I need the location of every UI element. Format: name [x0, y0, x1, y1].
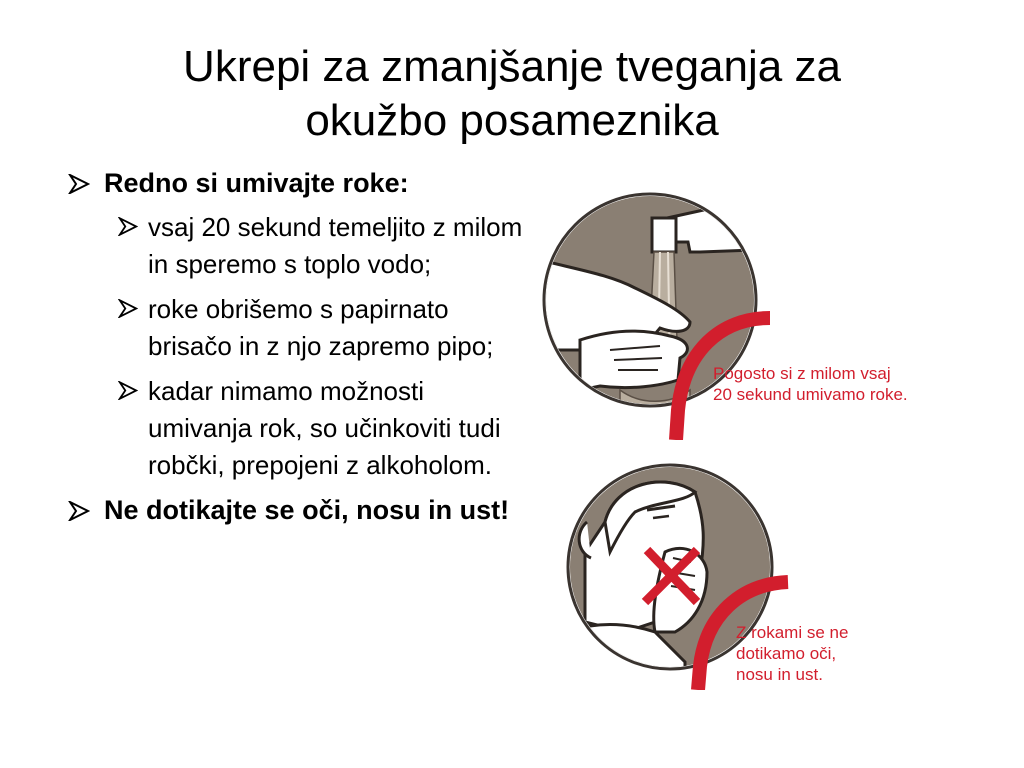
- sub-bullet-item: [118, 373, 528, 484]
- arrow-bullet-icon: [68, 174, 90, 194]
- arrow-bullet-icon: [118, 299, 138, 318]
- bullet-list: [68, 165, 538, 536]
- title-line-2: okužbo posameznika: [305, 96, 719, 145]
- sub-bullet-item: [118, 209, 528, 283]
- sub-bullet-item: [118, 291, 528, 365]
- slide-title: [0, 40, 1024, 148]
- handwash-caption: Pogosto si z milom vsaj 20 sekund umivamo roke.: [713, 364, 908, 404]
- bullet-item-wash-hands: [68, 165, 538, 201]
- arrow-bullet-icon: [118, 217, 138, 236]
- face-caption: Z rokami se ne dotikamo oči, nosu in ust.: [736, 623, 849, 684]
- bullet-item-no-touch: [68, 492, 524, 528]
- bullet-text: Redno si umivajte roke:: [104, 168, 409, 198]
- sub-bullet-text: roke obrišemo s papirnato brisačo in z njo zapremo pipo;: [148, 294, 494, 361]
- bullet-text: Ne dotikajte se oči, nosu in ust!: [104, 495, 510, 525]
- arrow-bullet-icon: [118, 381, 138, 400]
- arrow-bullet-icon: [68, 501, 90, 521]
- sub-bullet-text: kadar nimamo možnosti umivanja rok, so učinkoviti tudi robčki, prepojeni z alkoholom.: [148, 376, 501, 480]
- title-line-1: Ukrepi za zmanjšanje tveganja za: [183, 42, 841, 91]
- sub-bullet-text: vsaj 20 sekund temeljito z milom in speremo s toplo vodo;: [148, 212, 523, 279]
